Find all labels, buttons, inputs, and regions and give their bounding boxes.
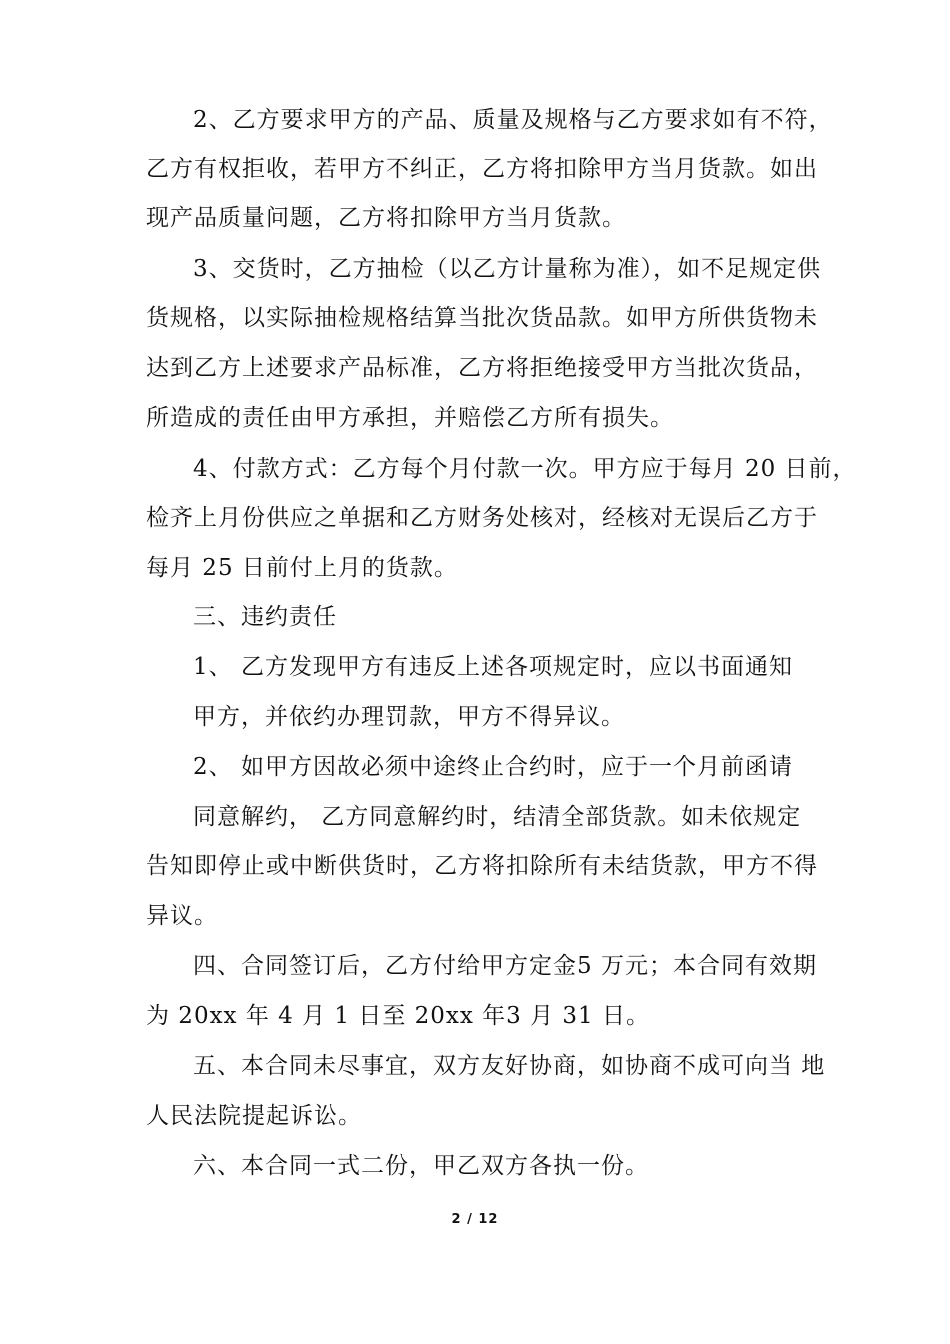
paragraph-line: 人民法院提起诉讼。: [146, 1103, 362, 1129]
paragraph-line: 货规格，以实际抽检规格结算当批次货品款。如甲方所供货物未: [146, 305, 818, 331]
paragraph-line: 4、付款方式：乙方每个月付款一次。甲方应于每月 20 日前，: [193, 456, 857, 482]
paragraph-line: 异议。: [146, 903, 218, 929]
paragraph-line: 为 20xx 年 4 月 1 日至 20xx 年3 月 31 日。: [146, 1003, 651, 1029]
paragraph-line: 甲方，并依约办理罚款，甲方不得异议。: [193, 704, 625, 730]
paragraph-line: 五、本合同未尽事宜，双方友好协商，如协商不成可向当 地: [193, 1053, 826, 1079]
paragraph-line: 达到乙方上述要求产品标准，乙方将拒绝接受甲方当批次货品，: [146, 355, 818, 381]
paragraph-line: 3、交货时，乙方抽检（以乙方计量称为准），如不足规定供: [193, 256, 822, 282]
paragraph-line: 乙方有权拒收，若甲方不纠正，乙方将扣除甲方当月货款。如出: [146, 156, 818, 182]
paragraph-line: 六、本合同一式二份，甲乙双方各执一份。: [193, 1153, 649, 1179]
paragraph-line: 1、 乙方发现甲方有违反上述各项规定时，应以书面通知: [193, 654, 793, 680]
paragraph-line: 检齐上月份供应之单据和乙方财务处核对，经核对无误后乙方于: [146, 505, 818, 531]
paragraph-line: 2、 如甲方因故必须中途终止合约时，应于一个月前函请: [193, 754, 793, 780]
paragraph-line: 告知即停止或中断供货时，乙方将扣除所有未结货款，甲方不得: [146, 853, 818, 879]
section-heading: 三、违约责任: [193, 604, 337, 630]
paragraph-line: 2、乙方要求甲方的产品、质量及规格与乙方要求如有不符，: [193, 107, 833, 133]
page-number: 2 / 12: [451, 1212, 499, 1227]
paragraph-line: 四、合同签订后，乙方付给甲方定金5 万元；本合同有效期: [193, 953, 817, 979]
paragraph-line: 现产品质量问题，乙方将扣除甲方当月货款。: [146, 205, 626, 231]
paragraph-line: 每月 25 日前付上月的货款。: [146, 555, 458, 581]
paragraph-line: 所造成的责任由甲方承担，并赔偿乙方所有损失。: [146, 405, 674, 431]
paragraph-line: 同意解约， 乙方同意解约时，结清全部货款。如未依规定: [193, 804, 802, 830]
